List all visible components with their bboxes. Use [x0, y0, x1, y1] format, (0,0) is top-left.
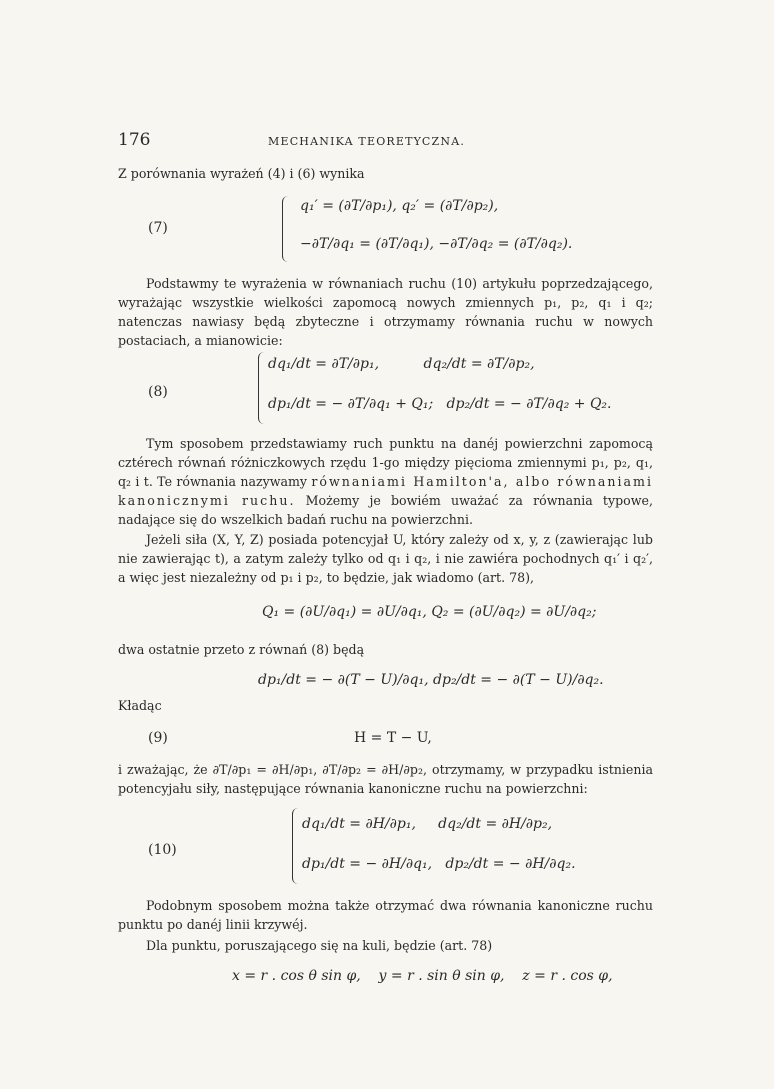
eq10-brace: [292, 808, 301, 884]
hamilton-text-2: Możemy je bowiém uważać za równania typowe, nadające się do wszelkich badań ruchu na powierzchni.: [118, 493, 653, 527]
paragraph-hamilton: [118, 434, 653, 529]
paragraph-potential: Jeżeli siła (X, Y, Z) posiada potencyjał U, który zależy od x, y, z (zawierając lub nie zawierając t), a zatym zależy tylko od q₁ i q₂, i nie zawiéra pochodnych q₁′ i q₂′, a więc jest niezależny od p₁ i p₂, to będzie, jak wiadomo (art. 78),: [118, 532, 653, 585]
eq9-label: (9): [148, 730, 168, 746]
paragraph-two-last: dwa ostatnie przeto z równań (8) będą: [118, 642, 365, 657]
eq10-line2: dp₁/dt = − ∂H/∂q₁, dp₂/dt = − ∂H/∂q₂.: [302, 856, 576, 872]
hamilton-emphasis: równaniami Hamilton'a, albo równaniami kanonicznymi ruchu.: [118, 474, 653, 508]
page-number: 176: [118, 130, 151, 150]
kladac-line: Kładąc: [118, 698, 162, 713]
hamilton-text-1: Tym sposobem przedstawiamy ruch punktu na danéj powierzchni zapomocą cztérech równań różniczkowych rzędu 1-go między pięcioma zmiennymi p₁, p₂, q₁, q₂ i t. Te równania nazywamy: [118, 436, 653, 489]
eq8-label: (8): [148, 384, 168, 400]
running-title: MECHANIKA TEORETYCZNA.: [268, 135, 466, 148]
eq-Q: Q₁ = (∂U/∂q₁) = ∂U/∂q₁, Q₂ = (∂U/∂q₂) = ∂U/∂q₂;: [262, 604, 597, 620]
eq7-line2: −∂T/∂q₁ = (∂T/∂q₁), −∂T/∂q₂ = (∂T/∂q₂).: [300, 236, 573, 252]
eq10-label: (10): [148, 842, 177, 858]
paragraph-zwazajac: i zważając, że ∂T/∂p₁ = ∂H/∂p₁, ∂T/∂p₂ = ∂H/∂p₂, otrzymamy, w przypadku istnienia potencyjału siły, następujące równania kanoniczne ruchu na powierzchni:: [118, 762, 653, 796]
intro-line: Z porównania wyrażeń (4) i (6) wynika: [118, 166, 365, 181]
eq10-line1: dq₁/dt = ∂H/∂p₁, dq₂/dt = ∂H/∂p₂,: [302, 816, 553, 832]
eq7-label: (7): [148, 220, 168, 236]
paragraph-podobnym: Podobnym sposobem można także otrzymać dwa równania kanoniczne ruchu punktu po danéj linii krzywéj.: [118, 898, 653, 932]
eq-spherical: x = r . cos θ sin φ, y = r . sin θ sin φ, z = r . cos φ,: [232, 968, 613, 984]
paragraph-kula: Dla punktu, poruszającego się na kuli, będzie (art. 78): [146, 938, 493, 953]
eq8-line2: dp₁/dt = − ∂T/∂q₁ + Q₁; dp₂/dt = − ∂T/∂q₂ + Q₂.: [268, 396, 612, 412]
eq9: H = T − U,: [354, 730, 432, 746]
eq7-line1: q₁′ = (∂T/∂p₁), q₂′ = (∂T/∂p₂),: [300, 198, 499, 214]
eq8-line1: dq₁/dt = ∂T/∂p₁, dq₂/dt = ∂T/∂p₂,: [268, 356, 535, 372]
eq-p-dot: dp₁/dt = − ∂(T − U)/∂q₁, dp₂/dt = − ∂(T − U)/∂q₂.: [258, 672, 604, 688]
eq8-brace: [258, 352, 267, 424]
page-header: [118, 130, 658, 152]
paragraph-substitution: Podstawmy te wyrażenia w równaniach ruchu (10) artykułu poprzedzającego, wyrażając wszystkie wielkości zapomocą nowych zmiennych p₁, p₂, q₁ i q₂; natenczas nawiasy będą zbyteczne i otrzymamy równania ruchu w nowych postaciach, a mianowicie:: [118, 276, 653, 348]
eq7-brace: [282, 196, 291, 262]
